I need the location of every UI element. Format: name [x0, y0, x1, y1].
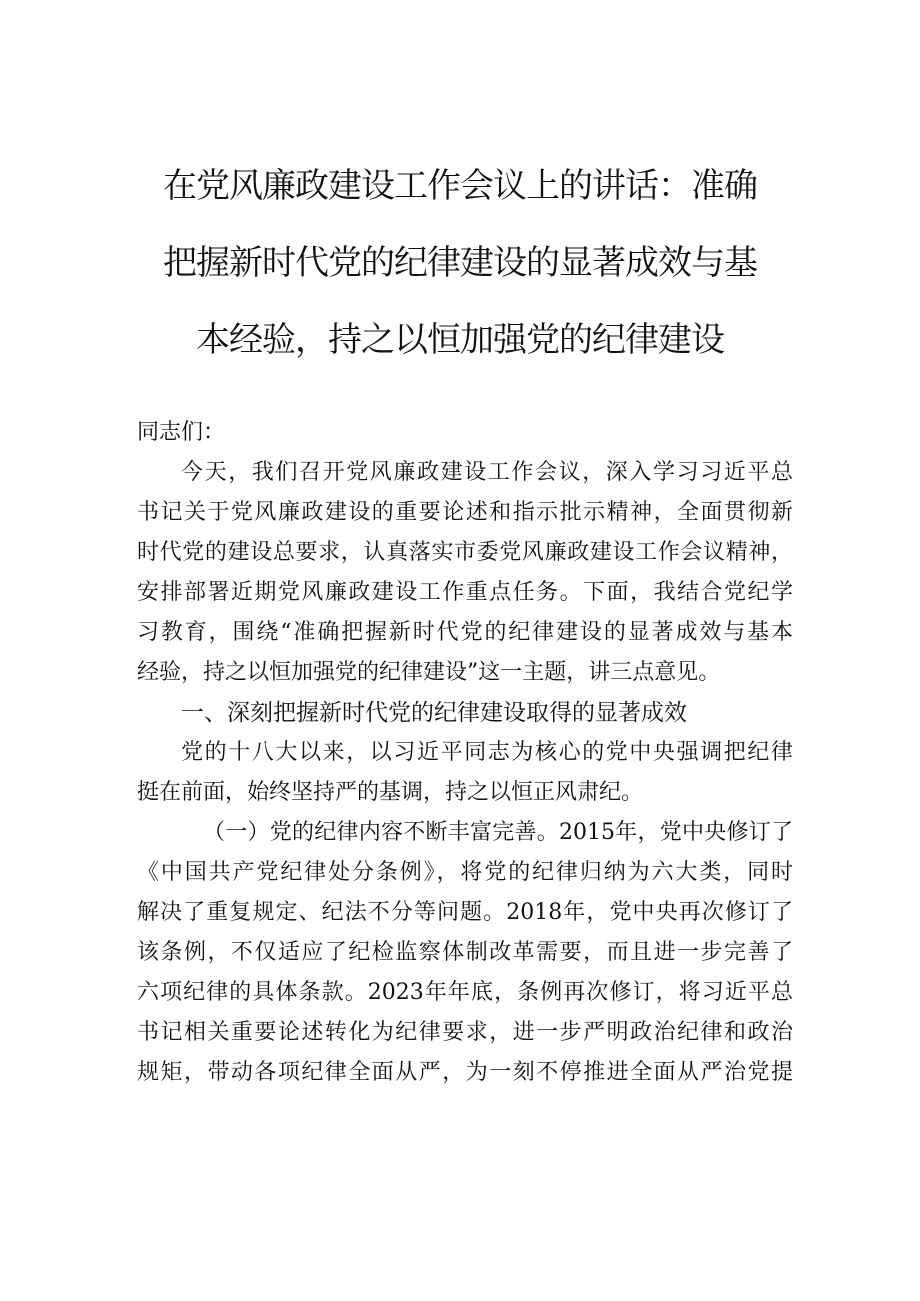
- paragraph-line: 习教育，围绕“准确把握新时代党的纪律建设的显著成效与基本: [137, 620, 793, 645]
- intro-paragraph: [137, 453, 793, 693]
- paragraph-line: 解决了重复规定、纪法不分等问题。2018年，党中央再次修订了: [137, 900, 793, 925]
- paragraph-line: 挺在前面，始终坚持严的基调，持之以恒正风肃纪。: [137, 780, 644, 805]
- paragraph-line: （一）党的纪律内容不断丰富完善。2015年，党中央修订了: [203, 820, 793, 845]
- section-intro-paragraph: [137, 733, 793, 813]
- title-line: 本经验，持之以恒加强党的纪律建设: [196, 320, 724, 360]
- paragraph-line: 时代党的建设总要求，认真落实市委党风廉政建设工作会议精神，: [137, 540, 793, 565]
- paragraph-line: 《中国共产党纪律处分条例》，将党的纪律归纳为六大类，同时: [137, 860, 793, 885]
- paragraph-line: 安排部署近期党风廉政建设工作重点任务。下面，我结合党纪学: [137, 580, 793, 605]
- document-body: [137, 413, 793, 1093]
- salutation: 同志们：: [137, 420, 226, 445]
- paragraph-line: 六项纪律的具体条款。2023年年底，条例再次修订，将习近平总: [137, 980, 793, 1005]
- paragraph-line: 书记相关重要论述转化为纪律要求，进一步严明政治纪律和政治: [137, 1020, 793, 1045]
- document-title: [120, 148, 800, 379]
- section-heading: 一、深刻把握新时代党的纪律建设取得的显著成效: [181, 700, 687, 726]
- paragraph-line: 该条例，不仅适应了纪检监察体制改革需要，而且进一步完善了: [137, 940, 793, 965]
- paragraph-line: 党的十八大以来，以习近平同志为核心的党中央强调把纪律: [181, 740, 793, 765]
- paragraph-line: 经验，持之以恒加强党的纪律建设”这一主题，讲三点意见。: [137, 660, 721, 685]
- paragraph-line: 规矩，带动各项纪律全面从严，为一刻不停推进全面从严治党提: [137, 1060, 793, 1085]
- title-line: 把握新时代党的纪律建设的显著成效与基: [163, 243, 757, 283]
- title-line: 在党风廉政建设工作会议上的讲话：准确: [163, 166, 757, 206]
- paragraph-line: 书记关于党风廉政建设的重要论述和指示批示精神，全面贯彻新: [137, 500, 793, 525]
- subsection-paragraph: [137, 813, 793, 1093]
- paragraph-line: 今天，我们召开党风廉政建设工作会议，深入学习习近平总: [181, 460, 793, 485]
